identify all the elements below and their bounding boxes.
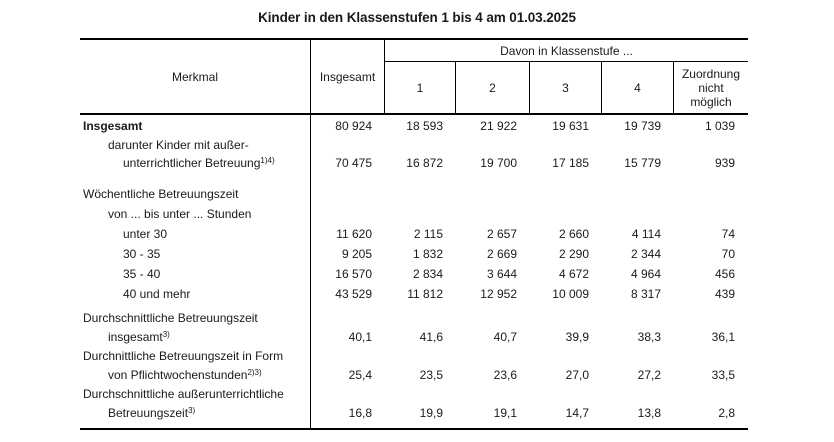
table-row-unter-30 bbox=[80, 224, 748, 244]
col-header-merkmal: Merkmal bbox=[80, 40, 311, 113]
table-row-35-40 bbox=[80, 264, 748, 284]
cell-value: 8 317 bbox=[630, 287, 661, 301]
zuordnung-line-3: möglich bbox=[690, 94, 732, 109]
cell-value: 23,6 bbox=[493, 368, 517, 382]
col-header-klasse-4: 4 bbox=[602, 62, 674, 113]
table-row-30-35 bbox=[80, 244, 748, 264]
col-header-klasse-1: 1 bbox=[385, 62, 456, 113]
cell-value: 80 924 bbox=[335, 119, 372, 133]
row-label: Betreuungszeit$^{3)}$ bbox=[108, 406, 196, 420]
cell-value: 19 700 bbox=[480, 156, 517, 170]
cell-value: 74 bbox=[721, 227, 735, 241]
cell-value: 19 739 bbox=[624, 119, 661, 133]
row-label bbox=[80, 136, 311, 172]
cell-value: 25,4 bbox=[348, 368, 372, 382]
cell-value: 40,7 bbox=[493, 330, 517, 344]
cell-value: 2 344 bbox=[630, 247, 661, 261]
cell-value: 18 593 bbox=[406, 119, 443, 133]
cell-value: 10 009 bbox=[552, 287, 589, 301]
table-row-section-durchschnitt bbox=[80, 309, 748, 328]
cell-value: 43 529 bbox=[335, 287, 372, 301]
row-label-line-1: darunter Kinder mit außer- bbox=[108, 138, 249, 152]
cell-value: 4 114 bbox=[631, 227, 661, 241]
col-header-insgesamt: Insgesamt bbox=[311, 40, 385, 113]
row-label: von Pflichtwochenstunden$^{2)3)}$ bbox=[108, 368, 262, 382]
table-row-darunter bbox=[80, 136, 748, 172]
davon-subcolumns bbox=[385, 62, 748, 113]
cell-value: 12 952 bbox=[480, 287, 517, 301]
cell-value: 456 bbox=[714, 267, 735, 281]
row-label: unter 30 bbox=[123, 227, 168, 241]
cell-value: 16 872 bbox=[406, 156, 443, 170]
merkmal-column-rule bbox=[310, 115, 311, 428]
table-row-section-pflicht bbox=[80, 347, 748, 366]
footnote-marker: 3) bbox=[162, 330, 170, 339]
cell-value: 27,0 bbox=[565, 368, 589, 382]
table-row-insgesamt bbox=[80, 116, 748, 136]
row-label: 35 - 40 bbox=[123, 267, 161, 281]
cell-value: 38,3 bbox=[637, 330, 661, 344]
col-group-davon-label: Davon in Klassenstufe ... bbox=[385, 40, 748, 62]
table-title: Kinder in den Klassenstufen 1 bis 4 am 01.03.2025 bbox=[258, 10, 576, 25]
cell-value: 2,8 bbox=[718, 406, 735, 420]
cell-value: 9 205 bbox=[341, 247, 372, 261]
cell-value: 41,6 bbox=[419, 330, 443, 344]
cell-value: 939 bbox=[714, 156, 735, 170]
table-row-40-und-mehr bbox=[80, 284, 748, 304]
table-row-insgesamt-durchschnitt bbox=[80, 328, 748, 347]
row-label: Durchschnittliche Betreuungszeit bbox=[83, 311, 258, 325]
row-label: von ... bis unter ... Stunden bbox=[108, 207, 252, 221]
row-label-line-2: unterrichtlicher Betreuung$^{1)4)}$ bbox=[123, 156, 275, 170]
cell-value: 4 964 bbox=[630, 267, 661, 281]
cell-value: 2 834 bbox=[412, 267, 443, 281]
row-label: Wöchentliche Betreuungszeit bbox=[83, 187, 239, 201]
zuordnung-line-2: nicht bbox=[698, 80, 724, 95]
zuordnung-line-1: Zuordnung bbox=[681, 66, 741, 81]
table-row-section-woechentlich bbox=[80, 184, 748, 204]
cell-value: 3 644 bbox=[486, 267, 517, 281]
col-group-davon bbox=[385, 40, 748, 113]
cell-value: 23,5 bbox=[419, 368, 443, 382]
table-header bbox=[80, 40, 748, 115]
cell-value: 13,8 bbox=[637, 406, 661, 420]
cell-value: 2 290 bbox=[558, 247, 589, 261]
cell-value: 2 657 bbox=[486, 227, 517, 241]
cell-value: 16,8 bbox=[348, 406, 372, 420]
cell-value: 11 620 bbox=[336, 227, 372, 241]
cell-value: 2 660 bbox=[558, 227, 589, 241]
cell-value: 14,7 bbox=[565, 406, 589, 420]
cell-value: 2 115 bbox=[413, 227, 443, 241]
cell-value: 70 bbox=[721, 247, 735, 261]
cell-value: 21 922 bbox=[480, 119, 517, 133]
cell-value: 40,1 bbox=[348, 330, 372, 344]
cell-value: 19,1 bbox=[493, 406, 517, 420]
cell-value: 11 812 bbox=[407, 287, 443, 301]
cell-value: 27,2 bbox=[637, 368, 661, 382]
cell-value: 19,9 bbox=[419, 406, 443, 420]
cell-value: 4 672 bbox=[558, 267, 589, 281]
col-header-klasse-3: 3 bbox=[530, 62, 602, 113]
cell-value: 33,5 bbox=[711, 368, 735, 382]
table-row-betreuungszeit-ausser bbox=[80, 404, 748, 423]
row-label: Durchnittliche Betreuungszeit in Form bbox=[83, 349, 284, 363]
cell-value: 19 631 bbox=[552, 119, 589, 133]
row-label: Insgesamt bbox=[83, 119, 143, 133]
cell-value: 1 039 bbox=[704, 119, 735, 133]
row-label: Durchschnittliche außerunterrichtliche bbox=[83, 387, 284, 401]
footnote-marker: 1)4) bbox=[260, 156, 275, 165]
table-body bbox=[80, 115, 748, 428]
footnote-marker: 3) bbox=[188, 406, 196, 415]
data-table bbox=[80, 38, 748, 430]
cell-value: 39,9 bbox=[565, 330, 589, 344]
col-header-klasse-2: 2 bbox=[456, 62, 530, 113]
cell-value: 2 669 bbox=[486, 247, 517, 261]
cell-value: 16 570 bbox=[335, 267, 372, 281]
cell-value: 36,1 bbox=[711, 330, 735, 344]
footnote-marker: 2)3) bbox=[247, 368, 262, 377]
row-label: 40 und mehr bbox=[123, 287, 191, 301]
col-header-zuordnung bbox=[674, 62, 748, 113]
cell-value: 439 bbox=[714, 287, 735, 301]
cell-value: 17 185 bbox=[552, 156, 589, 170]
table-row-section-ausserunterrichtlich bbox=[80, 385, 748, 404]
cell-value: 70 475 bbox=[335, 156, 372, 170]
table-row-pflichtwochenstunden bbox=[80, 366, 748, 385]
row-label: insgesamt$^{3)}$ bbox=[108, 330, 170, 344]
cell-value: 15 779 bbox=[624, 156, 661, 170]
table-row-von-bis bbox=[80, 204, 748, 224]
cell-value: 1 832 bbox=[412, 247, 443, 261]
row-label: 30 - 35 bbox=[123, 247, 161, 261]
